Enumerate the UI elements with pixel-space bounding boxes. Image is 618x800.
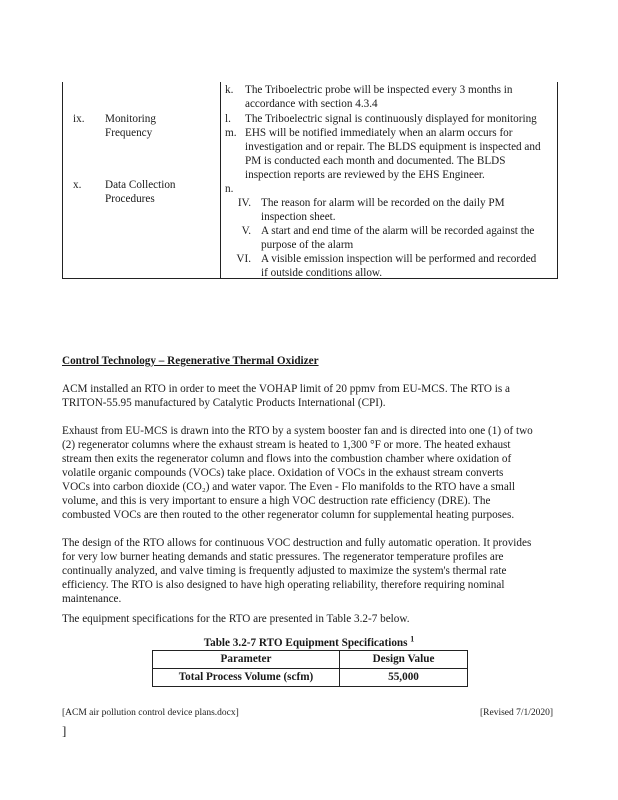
row-label: Data Collection xyxy=(105,179,176,191)
item-marker: k. xyxy=(225,84,234,96)
row-label: Monitoring xyxy=(105,113,156,125)
row-label: Procedures xyxy=(105,193,155,205)
paragraph-line: (2) regenerator columns where the exhaust stream is heated to 1,300 °F or more. The heated exhaust xyxy=(62,439,511,451)
item-marker: l. xyxy=(225,113,231,125)
paragraph-line: The design of the RTO allows for continuous VOC destruction and fully automatic operation. It provides xyxy=(62,537,532,549)
item-text: PM is conducted each month and documented. The BLDS xyxy=(245,155,506,167)
footer-bracket: ] xyxy=(62,723,67,738)
paragraph-line: continually analyzed, and valve timing is frequently adjusted to maximize the system's thermal rate xyxy=(62,565,507,577)
item-text: if outside conditions allow. xyxy=(261,267,383,279)
row-label: Frequency xyxy=(105,127,153,139)
table-row xyxy=(153,669,468,687)
monitoring-table xyxy=(62,82,558,279)
paragraph-line: combusted VOCs are then routed to the other regenerator column for supplemental heating purposes. xyxy=(62,509,515,521)
item-marker: V. xyxy=(241,225,251,237)
item-text: inspection reports are reviewed by the EHS Engineer. xyxy=(245,169,485,181)
item-text: A start and end time of the alarm will be recorded against the xyxy=(261,225,535,237)
table-cell: 55,000 xyxy=(340,669,468,687)
item-text: The Triboelectric probe will be inspected every 3 months in xyxy=(245,84,513,96)
table-caption-text: Table 3.2-7 RTO Equipment Specifications xyxy=(203,637,408,649)
table-caption xyxy=(62,636,556,650)
paragraph-line: for very low burner heating demands and static pressures. The regenerator temperature profiles are xyxy=(62,551,504,563)
footer-revision: [Revised 7/1/2020] xyxy=(480,708,554,718)
paragraph-line: stream then exits the regenerator column and flows into the combustion chamber where oxidation of xyxy=(62,453,512,465)
table-column-divider xyxy=(220,82,221,278)
item-marker: n. xyxy=(225,183,234,195)
paragraph-line: Exhaust from EU-MCS is drawn into the RTO by a system booster fan and is directed into one (1) of two xyxy=(62,425,533,437)
paragraph-line: maintenance. xyxy=(62,593,122,605)
paragraph-line: efficiency. The RTO is also designed to have high operating reliability, therefore requiring nominal xyxy=(62,579,505,591)
table-header-row xyxy=(153,651,468,669)
table-header-cell: Design Value xyxy=(340,651,468,669)
row-number: ix. xyxy=(73,113,85,125)
table-caption-footnote: 1 xyxy=(410,634,415,644)
paragraph-line: volatile organic compounds (VOCs) take place. Oxidation of VOCs in the exhaust stream converts xyxy=(62,467,504,479)
table-cell: Total Process Volume (scfm) xyxy=(153,669,340,687)
item-text: EHS will be notified immediately when an alarm occurs for xyxy=(245,127,513,139)
item-marker: IV. xyxy=(237,197,251,209)
paragraph-line: VOCs into carbon dioxide (CO₂) and water vapor. The Even - Flo manifolds to the RTO have a small xyxy=(62,481,516,493)
paragraph-line: volume, and this is very important to ensure a high VOC destruction rate efficiency (DRE). The xyxy=(62,495,491,507)
paragraph-line: The equipment specifications for the RTO are presented in Table 3.2-7 below. xyxy=(62,613,410,625)
item-marker: m. xyxy=(225,127,237,139)
paragraph-line: TRITON-55.95 manufactured by Catalytic Products International (CPI). xyxy=(62,397,386,409)
paragraph-line: ACM installed an RTO in order to meet the VOHAP limit of 20 ppmv from EU-MCS. The RTO is a xyxy=(62,383,510,395)
item-text: investigation and or repair. The BLDS equipment is inspected and xyxy=(245,141,541,153)
footer-filename: [ACM air pollution control device plans.docx] xyxy=(62,708,239,718)
item-text: The reason for alarm will be recorded on the daily PM xyxy=(261,197,505,209)
item-marker: VI. xyxy=(236,253,251,265)
item-text: inspection sheet. xyxy=(261,211,336,223)
item-text: The Triboelectric signal is continuously displayed for monitoring xyxy=(245,113,537,125)
section-heading: Control Technology – Regenerative Thermal Oxidizer xyxy=(62,355,319,367)
item-text: A visible emission inspection will be performed and recorded xyxy=(261,253,537,265)
item-text: purpose of the alarm xyxy=(261,239,354,251)
table-header-cell: Parameter xyxy=(153,651,340,669)
row-number: x. xyxy=(73,179,82,191)
item-text: accordance with section 4.3.4 xyxy=(245,98,378,110)
spec-table xyxy=(152,650,468,687)
